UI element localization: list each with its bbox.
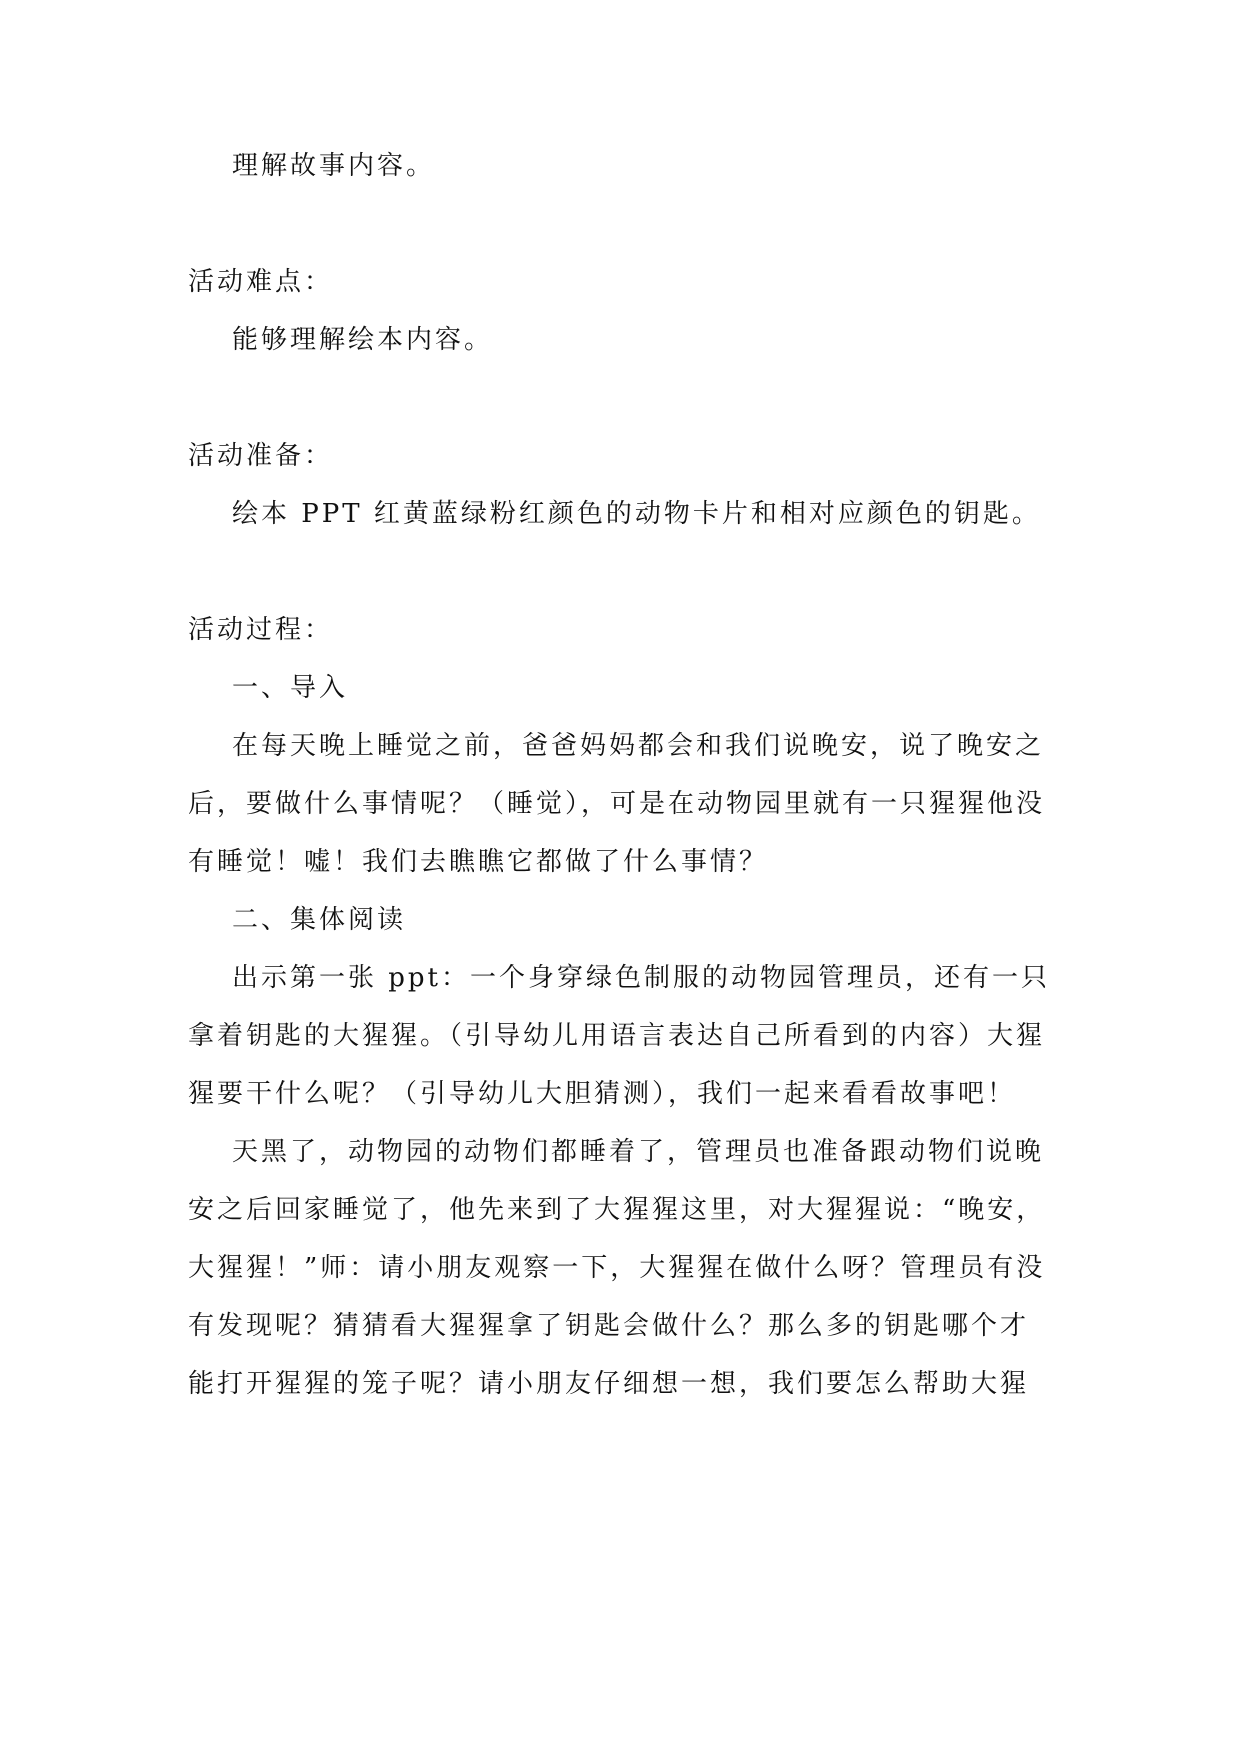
text-line: 猩要干什么呢？（引导幼儿大胆猜测），我们一起来看看故事吧！ <box>188 1079 1017 1109</box>
text-line: 天黑了，动物园的动物们都睡着了，管理员也准备跟动物们说晚 <box>232 1137 1045 1167</box>
section-heading: 活动过程： <box>188 615 334 645</box>
text-line: 有发现呢？猜猜看大猩猩拿了钥匙会做什么？那么多的钥匙哪个才 <box>188 1311 1030 1341</box>
text-line: 拿着钥匙的大猩猩。（引导幼儿用语言表达自己所看到的内容）大猩 <box>188 1021 1046 1051</box>
text-line: 理解故事内容。 <box>232 151 436 181</box>
section-heading: 活动难点： <box>188 267 334 297</box>
text-line: 安之后回家睡觉了，他先来到了大猩猩这里，对大猩猩说：“晚安， <box>188 1195 1046 1225</box>
text-line: 大猩猩！”师：请小朋友观察一下，大猩猩在做什么呀？管理员有没 <box>188 1253 1046 1283</box>
text-line: 能够理解绘本内容。 <box>232 325 494 355</box>
text-line: 出示第一张 ppt：一个身穿绿色制服的动物园管理员，还有一只 <box>232 963 1051 993</box>
section-heading: 活动准备： <box>188 441 334 471</box>
text-line: 有睡觉！嘘！我们去瞧瞧它都做了什么事情？ <box>188 847 769 877</box>
text-line: 绘本 PPT 红黄蓝绿粉红颜色的动物卡片和相对应颜色的钥匙。 <box>232 499 1041 529</box>
text-line: 后，要做什么事情呢？（睡觉），可是在动物园里就有一只猩猩他没 <box>188 789 1046 819</box>
sub-heading: 二、集体阅读 <box>232 905 407 935</box>
sub-heading: 一、导入 <box>232 673 349 703</box>
text-line: 能打开猩猩的笼子呢？请小朋友仔细想一想，我们要怎么帮助大猩 <box>188 1369 1030 1399</box>
text-line: 在每天晚上睡觉之前，爸爸妈妈都会和我们说晚安，说了晚安之 <box>232 731 1045 761</box>
